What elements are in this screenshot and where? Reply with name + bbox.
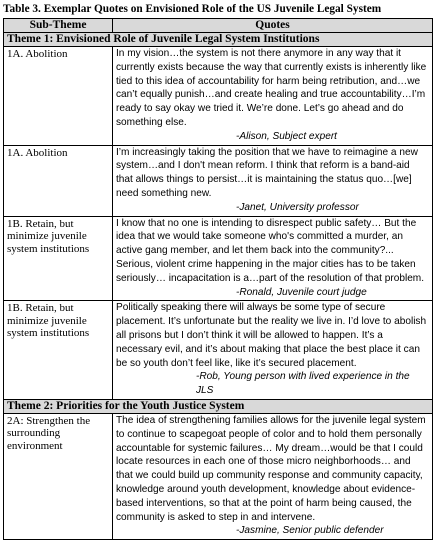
subtheme-cell: 1B. Retain, but minimize juvenile system institutions	[4, 301, 113, 400]
quote-text: I know that no one is intending to disrespect public safety… But the idea that we would take someone who's committed a murder, an active gang member, and let them back into the community?... Serious, violent crime happening in the major cities has to be taken seriously… incapacitation is a…part of the resolution of that problem.	[116, 217, 425, 284]
quote-cell	[113, 413, 433, 539]
header-quotes: Quotes	[113, 19, 433, 33]
quote-attribution: -Ronald, Juvenile court judge	[236, 286, 367, 298]
quote-attribution: -Janet, University professor	[236, 201, 359, 213]
header-row	[4, 19, 433, 33]
subtheme-cell: 1A. Abolition	[4, 145, 113, 216]
quote-text: Politically speaking there will always be some type of secure placement. It’s unfortunate but the reality we live in. I’d love to abolish all prisons but I don’t think it will be allowed to happen. It’s a necessary evil, and it’s about making that place the best place it can be so youth don’t feel like, like it’s secured placement.	[116, 302, 427, 369]
quote-attribution: -Alison, Subject expert	[236, 130, 337, 142]
header-subtheme: Sub-Theme	[4, 19, 113, 33]
quote-cell	[113, 216, 433, 301]
table-row	[4, 301, 433, 400]
table-row	[4, 47, 433, 146]
quote-attribution: -Rob, Young person with lived experience in the JLS	[196, 371, 410, 397]
theme-row	[4, 33, 433, 47]
quote-attribution: -Jasmine, Senior public defender	[236, 525, 384, 537]
quotes-table	[3, 18, 433, 540]
document-page	[3, 3, 432, 540]
quote-text: I’m increasingly taking the position that we have to reimagine a new system…and I don't mean reform. I think that reform is a band-aid that allows things to persist…it is maintaining the status quo…[we] need something new.	[116, 146, 418, 199]
theme-title: Theme 1: Envisioned Role of Juvenile Legal System Institutions	[4, 33, 433, 47]
table-row	[4, 413, 433, 539]
quote-cell	[113, 47, 433, 146]
subtheme-cell: 2A: Strengthen the surrounding environment	[4, 413, 113, 539]
quote-text: In my vision…the system is not there anymore in any way that it currently exists because the way that currently exists is inherently like tied to this idea of accountability for harm being retribution, and…we can’t equally punish…and create healing and true accountability…I’m ready to say okay we tried it. We’re done. Let’s go ahead and do something else.	[116, 48, 427, 128]
quote-cell	[113, 301, 433, 400]
theme-title: Theme 2: Priorities for the Youth Justice System	[4, 399, 433, 413]
table-row	[4, 216, 433, 301]
table-caption: Table 3. Exemplar Quotes on Envisioned Role of the US Juvenile Legal System	[3, 3, 382, 15]
subtheme-cell: 1A. Abolition	[4, 47, 113, 146]
subtheme-cell: 1B. Retain, but minimize juvenile system institutions	[4, 216, 113, 301]
theme-row	[4, 399, 433, 413]
table-row	[4, 145, 433, 216]
quote-cell	[113, 145, 433, 216]
quote-text: The idea of strengthening families allows for the juvenile legal system to continue to scapegoat people of color and to hold them personally accountable for systemic failures… My dream…would be that I could locate resources in each one of those micro neighborhoods… and that we could build up community response and community capacity, knowledge around youth development, knowledge about evidence-based interventions, so that at the point of harm being caused, the community is asked to step in and intervene.	[116, 414, 426, 523]
